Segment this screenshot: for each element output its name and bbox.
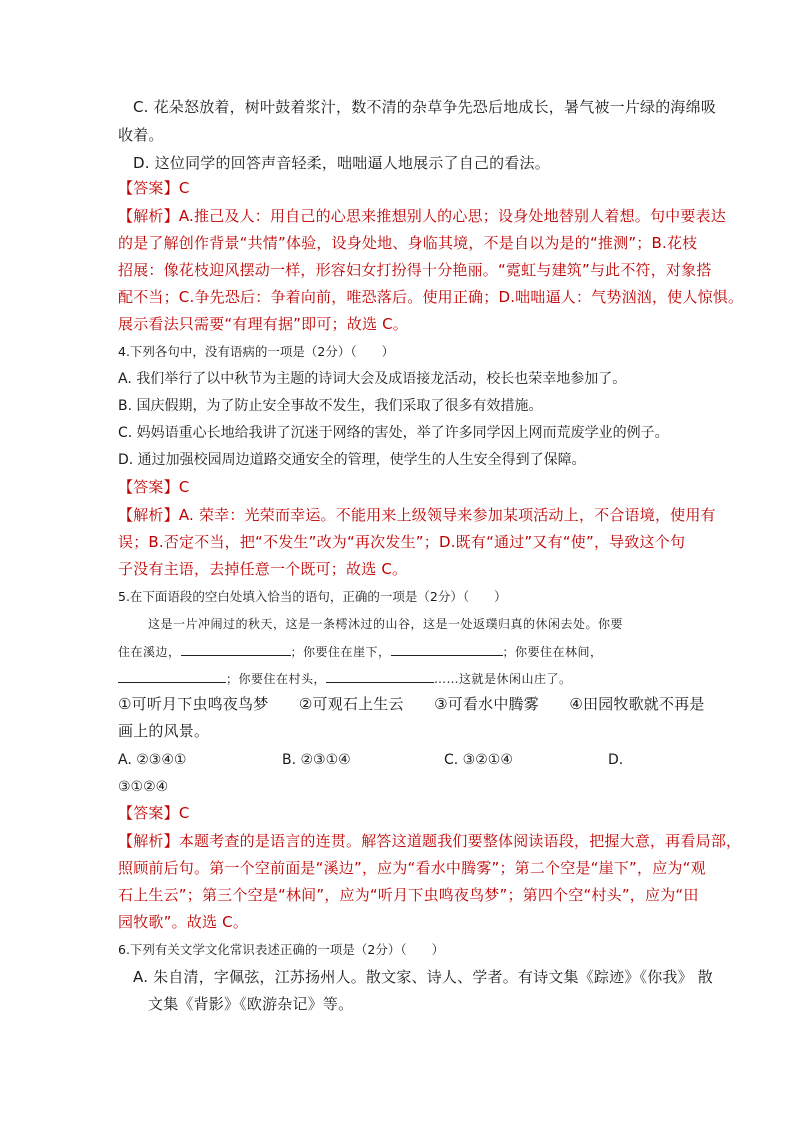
answer-value: C: [178, 804, 190, 822]
q5-analysis-line4: 园牧歌”。故选 C。: [118, 913, 249, 931]
q5-option-d: D.: [608, 752, 624, 768]
answer-label: 【答案】: [118, 478, 179, 496]
q5-option-b: B. ②③①④: [282, 752, 351, 768]
analysis-label: 【解析】: [118, 506, 179, 524]
q5-option-c: C. ③②①④: [444, 752, 513, 768]
blank-1: [181, 641, 291, 656]
q3-option-c-line1: C. 花朵怒放着，树叶鼓着浆汁，数不清的杂草争先恐后地成长，暑气被一片绿的海绵吸: [133, 98, 717, 116]
answer-label: 【答案】: [118, 179, 179, 197]
q5-answer: [118, 803, 190, 823]
q5-choices-line2: 画上的风景。: [118, 722, 210, 740]
blank-4: [326, 668, 434, 683]
q4-stem: 4.下列各句中，没有语病的一项是（2分）（ ）: [118, 344, 395, 359]
answer-value: C: [178, 478, 190, 496]
q4-option-d: D. 通过加强校园周边道路交通安全的管理，使学生的人生安全得到了保障。: [118, 452, 586, 468]
q5-analysis-line2: 照顾前后句。第一个空前面是“溪边”，应为“看水中腾雾”；第二个空是“崖下”，应为“观: [118, 859, 706, 877]
q4-option-b: B. 国庆假期，为了防止安全事故不发生，我们采取了很多有效措施。: [118, 398, 543, 414]
q3-option-c-line2: 收着。: [118, 126, 164, 144]
q5-passage-line3: ；你要住在村头， ……这就是休闲山庄了。: [118, 668, 572, 689]
q4-analysis-line2: 误；B.否定不当，把“不发生”改为“再次发生”；D.既有“通过”又有“使”，导致这个句: [118, 533, 686, 551]
q6-option-a-line2: 文集《背影》《欧游杂记》等。: [148, 995, 354, 1013]
q4-analysis-line1: 【解析】A. 荣幸：光荣而幸运。不能用来上级领导来参加某项活动上，不合语境，使用有: [118, 506, 716, 524]
q4-option-a: A. 我们举行了以中秋节为主题的诗词大会及成语接龙活动，校长也荣幸地参加了。: [118, 371, 627, 387]
q3-analysis-line5: 展示看法只需要“有理有据”即可；故选 C。: [118, 315, 408, 333]
q3-analysis-line1: 【解析】A.推己及人：用自己的心思来推想别人的心思；设身处地替别人着想。句中要表达: [118, 207, 726, 225]
q3-analysis-line2: 的是了解创作背景“共情”体验，设身处地、身临其境，不是自以为是的“推测”；B.花枝: [118, 234, 698, 252]
blank-2: [391, 641, 503, 656]
q3-analysis-line3: 招展：像花枝迎风摆动一样，形容妇女打扮得十分艳丽。“霓虹与建筑”与此不符，对象搭: [118, 261, 712, 279]
analysis-label: 【解析】: [118, 207, 179, 225]
q5-choices-line1: ①可听月下虫鸣夜鸟梦 ②可观石上生云 ③可看水中腾雾 ④田园牧歌就不再是: [118, 695, 705, 713]
q3-answer: [118, 178, 190, 198]
q3-option-d: D. 这位同学的回答声音轻柔，咄咄逼人地展示了自己的看法。: [133, 154, 550, 172]
q5-option-d-value: ③①②④: [118, 779, 169, 795]
q5-passage-line2: 住在溪边， ；你要住在崖下， ；你要住在林间，: [118, 641, 603, 662]
answer-label: 【答案】: [118, 804, 179, 822]
q5-passage-line1: 这是一片冲闹过的秋天，这是一条樗沐过的山谷，这是一处返璞归真的休闲去处。你要: [148, 617, 624, 631]
blank-3: [118, 668, 226, 683]
q4-analysis-line3: 子没有主语，去掉任意一个既可；故选 C。: [118, 560, 408, 578]
answer-value: C: [178, 179, 190, 197]
q6-option-a-line1: A. 朱自清，字佩弦，江苏扬州人。散文家、诗人、学者。有诗文集《踪迹》《你我》 散: [133, 968, 714, 986]
q5-analysis-line3: 石上生云”；第三个空是“林间”，应为“听月下虫鸣夜鸟梦”；第四个空“村头”，应为“田: [118, 886, 699, 904]
q5-analysis-line1: 【解析】本题考查的是语言的连贯。解答这道题我们要整体阅读语段，把握大意，再看局部，: [118, 832, 742, 850]
q3-analysis-line4: 配不当；C.争先恐后：争着向前，唯恐落后。使用正确；D.咄咄逼人：气势汹汹，使人惊惧。: [118, 288, 744, 306]
q5-option-a: A. ②③④①: [118, 752, 187, 768]
q4-answer: [118, 477, 190, 497]
q6-stem: 6.下列有关文学文化常识表述正确的一项是（2分）（ ）: [118, 942, 445, 957]
q5-stem: 5.在下面语段的空白处填入恰当的语句，正确的一项是（2分）（ ）: [118, 589, 507, 604]
q4-option-c: C. 妈妈语重心长地给我讲了沉迷于网络的害处，举了许多同学因上网而荒废学业的例子。: [118, 425, 669, 441]
analysis-label: 【解析】: [118, 832, 179, 850]
